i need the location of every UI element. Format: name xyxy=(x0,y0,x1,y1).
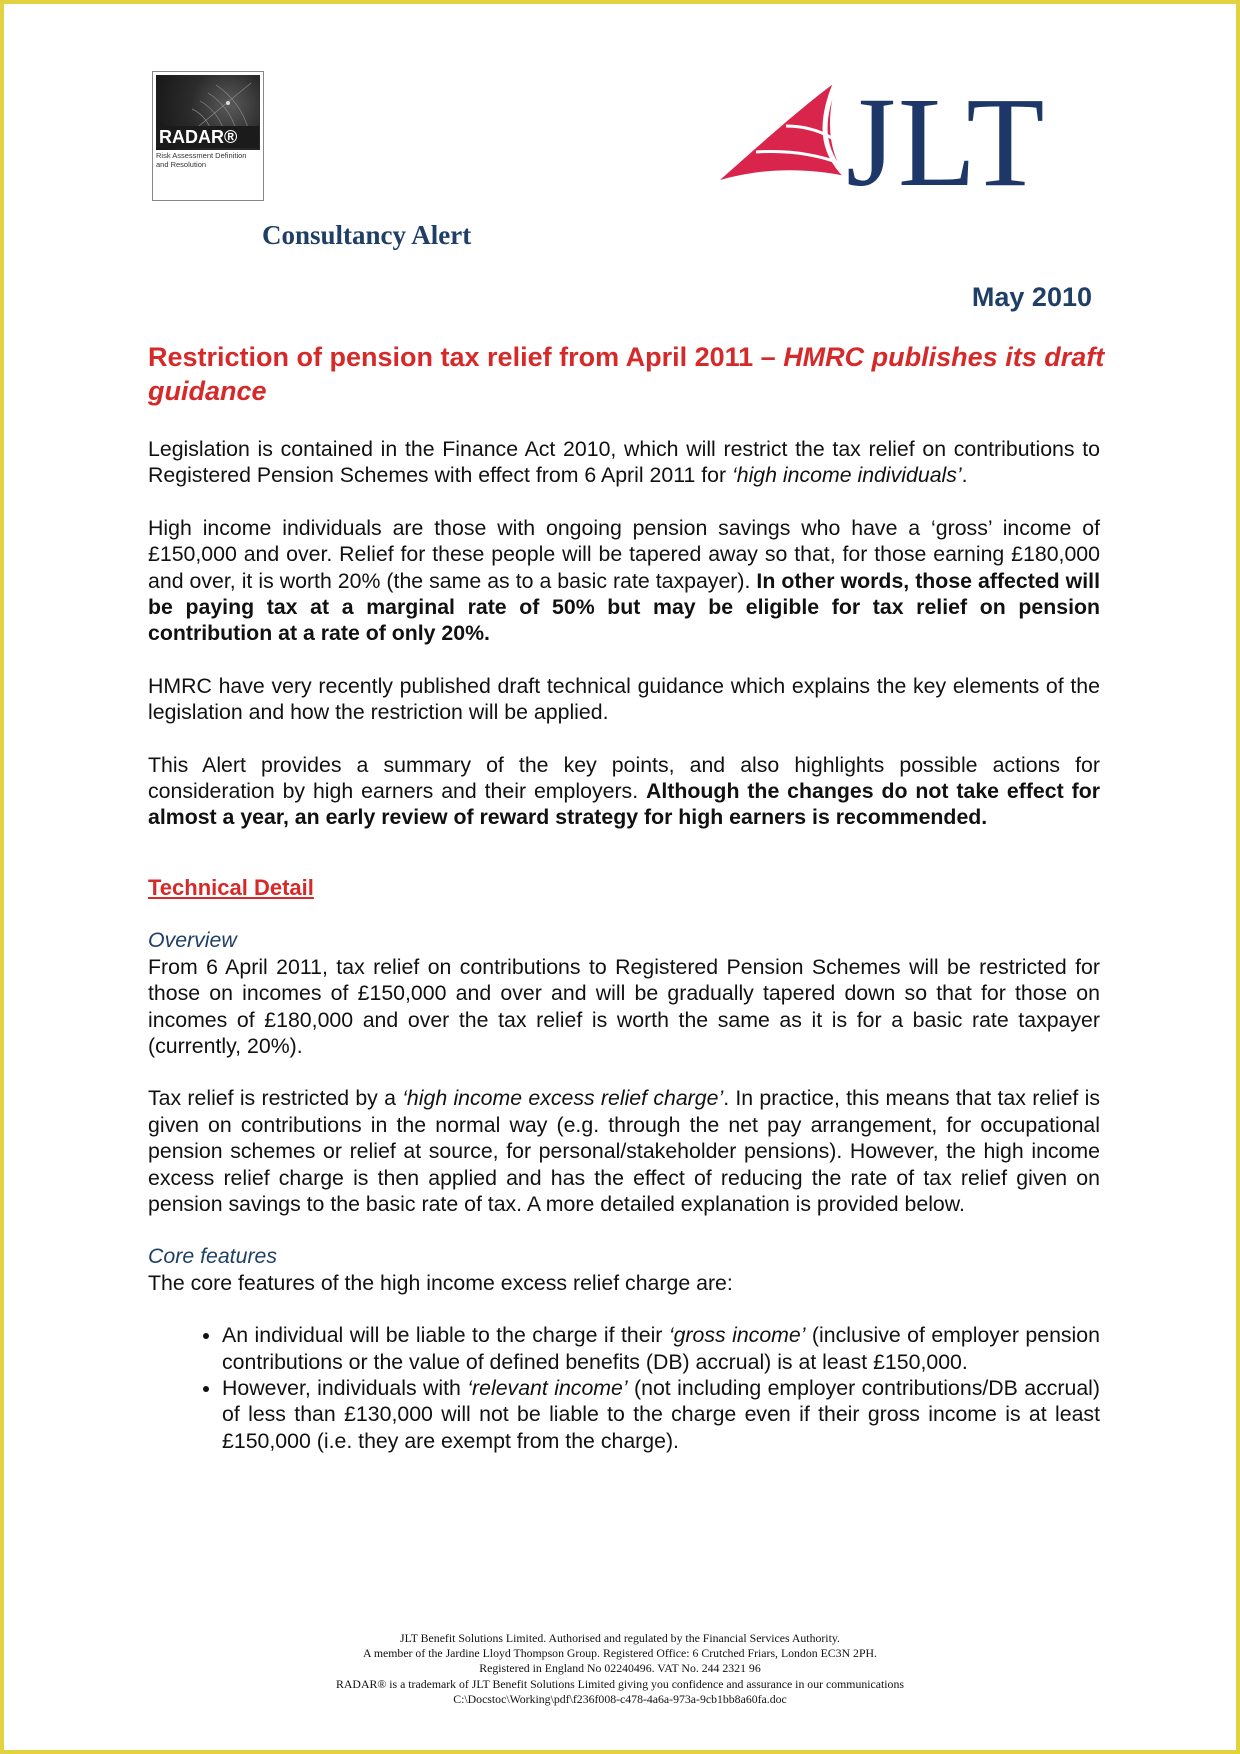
footer-line: A member of the Jardine Lloyd Thompson Group. Registered Office: 6 Crutched Friars, London EC3N 2PH. xyxy=(363,1646,877,1661)
paragraph-core-intro: The core features of the high income excess relief charge are: xyxy=(148,1270,733,1295)
list-item-text: (not including employer contributions/DB accrual) of less than £130,000 will not be liable to the charge even if their gross income is at least £150,000 (i.e. they are exempt from the charge). xyxy=(222,1375,1100,1453)
subheading-overview: Overview xyxy=(148,928,237,953)
paragraph-alert-summary xyxy=(148,752,1100,831)
footer-line: Registered in England No 02240496. VAT No. 244 2321 96 xyxy=(479,1661,761,1676)
paragraph-bold: Although the changes do not take effect for almost a year, an early review of reward strategy for high earners is recommended. xyxy=(148,779,1100,830)
issue-date: May 2010 xyxy=(971,282,1092,312)
radar-wordmark: RADAR® xyxy=(156,126,259,148)
list-item xyxy=(222,1375,1100,1454)
list-item-text: An individual will be liable to the charge if their xyxy=(222,1323,669,1348)
jlt-wordmark: JLT xyxy=(846,71,1047,213)
paragraph-overview: From 6 April 2011, tax relief on contributions to Registered Pension Schemes will be restricted for those on incomes of £150,000 and over and will be gradually tapered down so that for those on incomes of £180,000 and over the tax relief is worth the same as it is for a basic rate taxpayer (currently, 20%). xyxy=(148,954,1100,1058)
title-main: Restriction of pension tax relief from April 2011 – xyxy=(148,342,784,372)
paragraph-italic: ‘high income individuals’ xyxy=(732,463,962,488)
page-title xyxy=(148,340,1108,408)
paragraph-text: Tax relief is restricted by a xyxy=(148,1086,403,1111)
paragraph-text: High income individuals are those with ongoing pension savings who have a ‘gross’ income of £150,000 and over. Relief for these people will be tapered away so that, for those earning £180,000 and over, it is worth 20% (the same as to a basic rate taxpayer). xyxy=(148,515,1100,593)
jlt-sail-icon xyxy=(716,80,856,210)
core-features-list xyxy=(148,1322,1100,1454)
subheading-core-features: Core features xyxy=(148,1244,278,1269)
list-item-italic: ‘relevant income’ xyxy=(467,1375,628,1400)
consultancy-alert-label: Consultancy Alert xyxy=(262,220,472,250)
paragraph-text: This Alert provides a summary of the key points, and also highlights possible actions for consideration by high earners and their employers. xyxy=(148,752,1100,804)
footer-line: C:\Docstoc\Working\pdf\f236f008-c478-4a6a-973a-9cb1bb8a60fa.doc xyxy=(453,1691,787,1706)
paragraph-high-income xyxy=(148,515,1100,647)
paragraph-bold: In other words, those affected will be paying tax at a marginal rate of 50% but may be eligible for tax relief on pension contribution at a rate of only 20%. xyxy=(148,568,1100,646)
section-heading-technical-detail: Technical Detail xyxy=(148,874,314,900)
paragraph-relief-charge xyxy=(148,1085,1100,1217)
radar-logo xyxy=(152,71,264,201)
footer-line: JLT Benefit Solutions Limited. Authorised and regulated by the Financial Services Authority. xyxy=(400,1631,840,1645)
footer xyxy=(4,1631,1236,1707)
list-item-italic: ‘gross income’ xyxy=(668,1323,806,1348)
paragraph-italic: ‘high income excess relief charge’ xyxy=(402,1086,724,1111)
document-body xyxy=(148,436,1100,1454)
title-italic: HMRC publishes its draft guidance xyxy=(148,342,1105,406)
jlt-logo xyxy=(716,71,1066,220)
paragraph-hmrc: HMRC have very recently published draft technical guidance which explains the key elements of the legislation and how the restriction will be applied. xyxy=(148,673,1100,725)
paragraph-legislation xyxy=(148,436,1100,489)
list-item-text: However, individuals with xyxy=(222,1375,468,1400)
paragraph-text: . xyxy=(961,463,968,488)
paragraph-text: Legislation is contained in the Finance Act 2010, which will restrict the tax relief on contributions to Registered Pension Schemes with effect from 6 April 2011 for xyxy=(148,437,1100,488)
list-item xyxy=(222,1322,1100,1375)
footer-line: RADAR® is a trademark of JLT Benefit Solutions Limited giving you confidence and assurance in our communications xyxy=(336,1676,904,1691)
list-item-text: (inclusive of employer pension contributions or the value of defined benefits (DB) accrual) is at least £150,000. xyxy=(222,1323,1100,1374)
paragraph-text: . In practice, this means that tax relief is given on contributions in the normal way (e.g. through the net pay arrangement, for occupational pension schemes or relief at source, for personal/stakeholder pensions). However, the high income excess relief charge is then applied and has the effect of reducing the rate of tax relief given on pension savings to the basic rate of tax. A more detailed explanation is provided below. xyxy=(148,1086,1100,1216)
radar-tagline: Risk Assessment Definition and Resolution xyxy=(156,151,247,169)
